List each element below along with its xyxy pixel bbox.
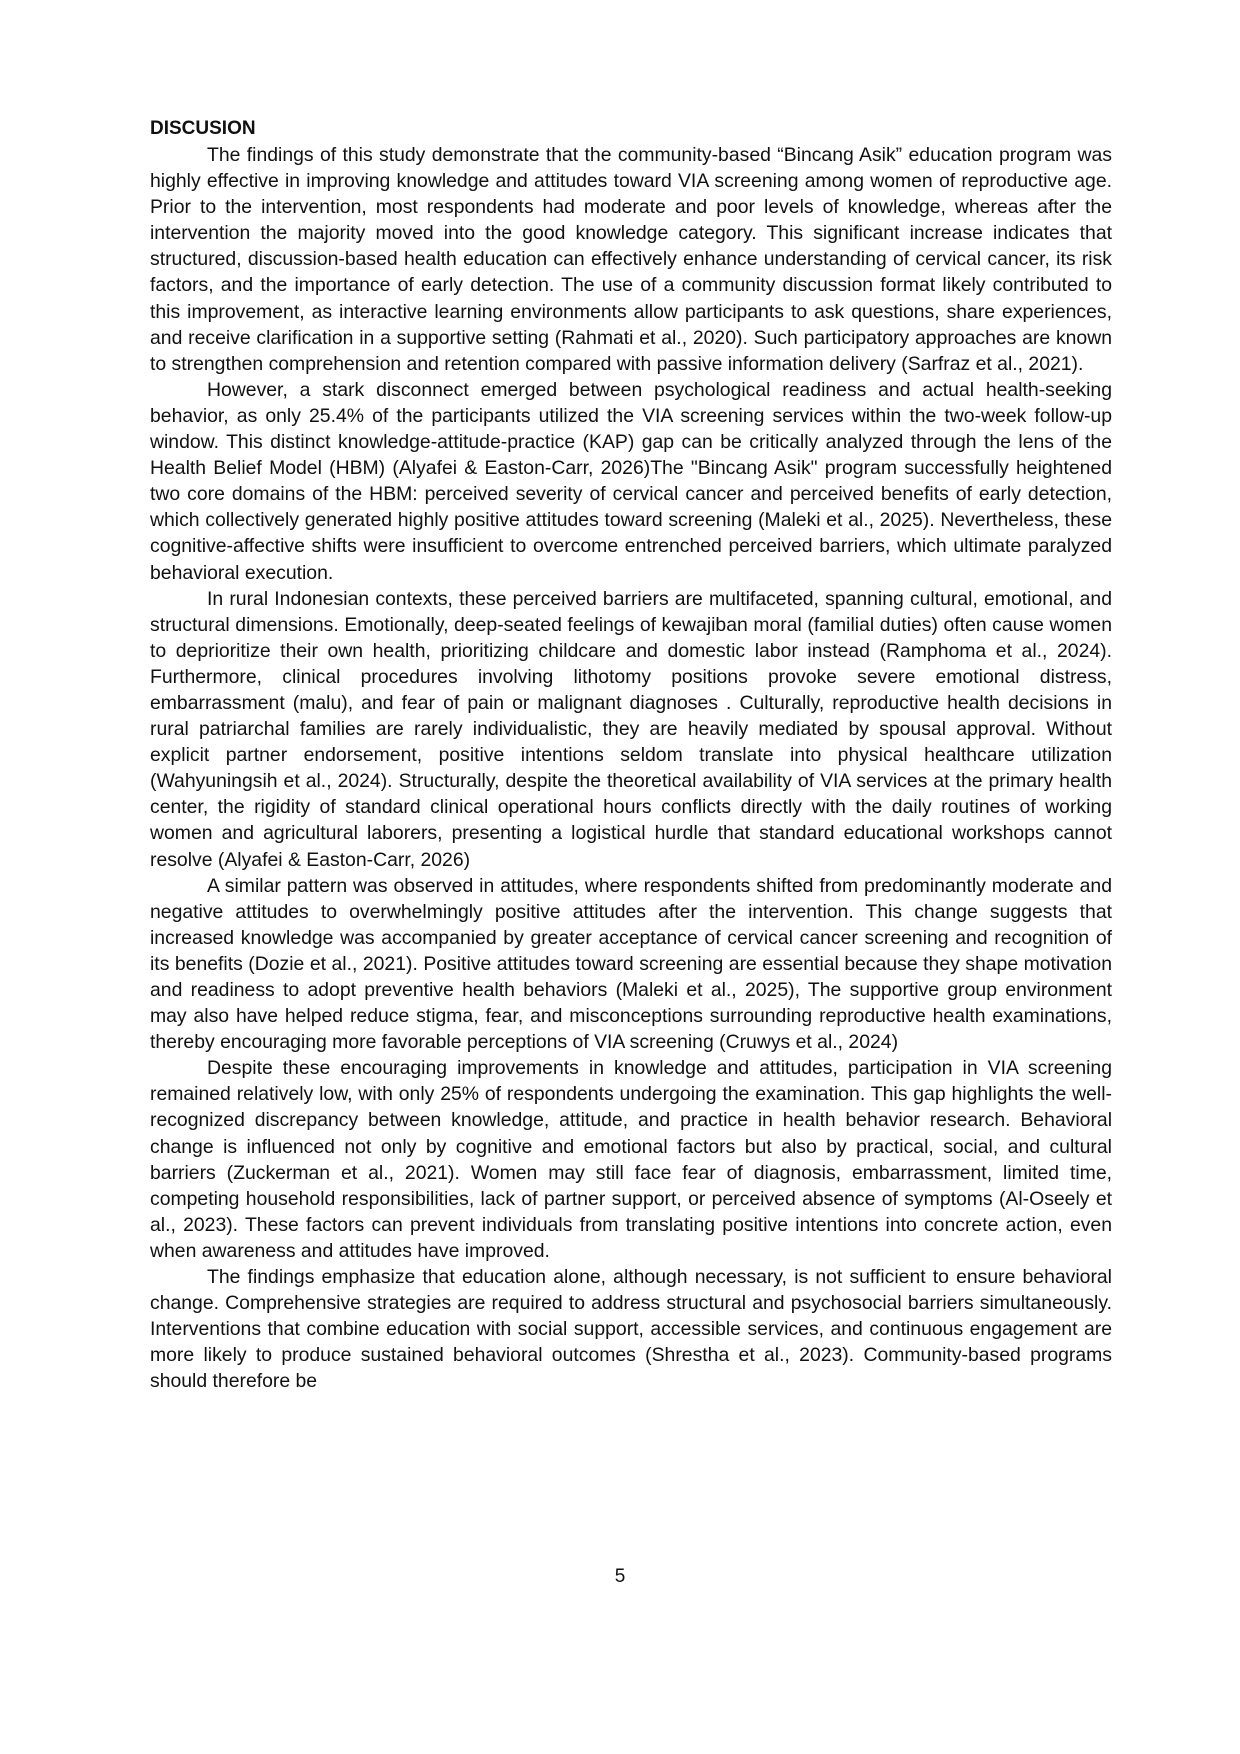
- discussion-section: [150, 116, 1112, 1395]
- paragraph-perceived-barriers: In rural Indonesian contexts, these perceived barriers are multifaceted, spanning cultural, emotional, and structural dimensions. Emotionally, deep-seated feelings of kewajiban moral (familial duties) often cause women to deprioritize their own health, prioritizing childcare and domestic labor instead (Ramphoma et al., 2024). Furthermore, clinical procedures involving lithotomy positions provoke severe emotional distress, embarrassment (malu), and fear of pain or malignant diagnoses . Culturally, reproductive health decisions in rural patriarchal families are rarely individualistic, they are heavily mediated by spousal approval. Without explicit partner endorsement, positive intentions seldom translate into physical healthcare utilization (Wahyuningsih et al., 2024). Structurally, despite the theoretical availability of VIA services at the primary health center, the rigidity of standard clinical operational hours conflicts directly with the daily routines of working women and agricultural laborers, presenting a logistical hurdle that standard educational workshops cannot resolve (Alyafei & Easton-Carr, 2026): [150, 587, 1112, 871]
- section-heading: DISCUSION: [150, 118, 256, 139]
- paragraph-knowledge-effect: The findings of this study demonstrate that the community-based “Bincang Asik” education program was highly effective in improving knowledge and attitudes toward VIA screening among women of reproductive age. Prior to the intervention, most respondents had moderate and poor levels of knowledge, whereas after the intervention the majority moved into the good knowledge category. This significant increase indicates that structured, discussion-based health education can effectively enhance understanding of cervical cancer, its risk factors, and the importance of early detection. The use of a community discussion format likely contributed to this improvement, as interactive learning environments allow participants to ask questions, share experiences, and receive clarification in a supportive setting (Rahmati et al., 2020). Such participatory approaches are known to strengthen comprehension and retention compared with passive information delivery (Sarfraz et al., 2021).: [150, 144, 1112, 375]
- paragraph-attitudes: A similar pattern was observed in attitudes, where respondents shifted from predominantly moderate and negative attitudes to overwhelmingly positive attitudes after the intervention. This change suggests that increased knowledge was accompanied by greater acceptance of cervical cancer screening and recognition of its benefits (Dozie et al., 2021). Positive attitudes toward screening are essential because they shape motivation and readiness to adopt preventive health behaviors (Maleki et al., 2025), The supportive group environment may also have helped reduce stigma, fear, and misconceptions surrounding reproductive health examinations, thereby encouraging more favorable perceptions of VIA screening (Cruwys et al., 2024): [150, 874, 1112, 1054]
- paragraph-kap-gap: However, a stark disconnect emerged between psychological readiness and actual health-seeking behavior, as only 25.4% of the participants utilized the VIA screening services within the two-week follow-up window. This distinct knowledge-attitude-practice (KAP) gap can be critically analyzed through the lens of the Health Belief Model (HBM) (Alyafei & Easton-Carr, 2026)The "Bincang Asik" program successfully heightened two core domains of the HBM: perceived severity of cervical cancer and perceived benefits of early detection, which collectively generated highly positive attitudes toward screening (Maleki et al., 2025). Nevertheless, these cognitive-affective shifts were insufficient to overcome entrenched perceived barriers, which ultimate paralyzed behavioral execution.: [150, 378, 1112, 584]
- paragraph-screening-participation: Despite these encouraging improvements in knowledge and attitudes, participation in VIA screening remained relatively low, with only 25% of respondents undergoing the examination. This gap highlights the well-recognized discrepancy between knowledge, attitude, and practice in health behavior research. Behavioral change is influenced not only by cognitive and emotional factors but also by practical, social, and cultural barriers (Zuckerman et al., 2021). Women may still face fear of diagnosis, embarrassment, limited time, competing household responsibilities, lack of partner support, or perceived absence of symptoms (Al-Oseely et al., 2023). These factors can prevent individuals from translating positive intentions into concrete action, even when awareness and attitudes have improved.: [150, 1057, 1112, 1262]
- page-number: 5: [614, 1566, 626, 1587]
- paragraph-education-not-sufficient: The findings emphasize that education alone, although necessary, is not sufficient to ensure behavioral change. Comprehensive strategies are required to address structural and psychosocial barriers simultaneously. Interventions that combine education with social support, accessible services, and continuous engagement are more likely to produce sustained behavioral outcomes (Shrestha et al., 2023). Community-based programs should therefore be: [150, 1266, 1112, 1393]
